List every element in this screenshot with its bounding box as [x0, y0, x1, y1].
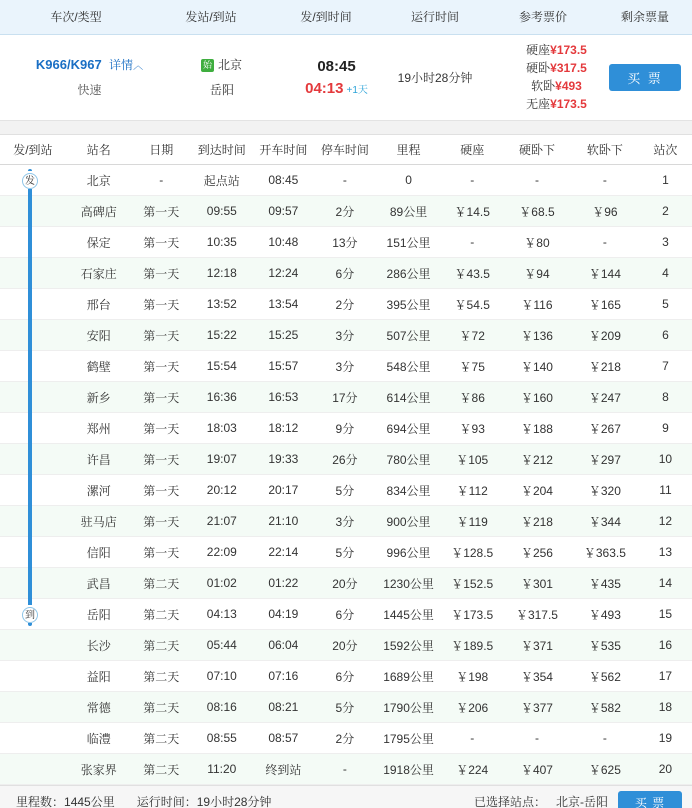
row-mileage: 151公里 [376, 227, 442, 258]
row-date: 第一天 [132, 537, 191, 568]
row-depart: 21:10 [253, 506, 315, 537]
row-arrive: 12:18 [191, 258, 253, 289]
row-seq: 3 [639, 227, 692, 258]
row-mileage: 780公里 [376, 444, 442, 475]
row-arrive: 04:13 [191, 599, 253, 630]
row-date: 第二天 [132, 661, 191, 692]
train-detail-link[interactable]: 详情 [109, 58, 134, 72]
row-hard-seat: ￥86 [441, 382, 503, 413]
row-station: 邢台 [66, 289, 132, 320]
row-soft-sleeper: ￥267 [571, 413, 639, 444]
row-hard-sleeper: - [503, 165, 571, 196]
table-row[interactable] [0, 661, 692, 692]
buy-ticket-button[interactable]: 买 票 [609, 64, 681, 91]
row-seq: 10 [639, 444, 692, 475]
row-mileage: 694公里 [376, 413, 442, 444]
chevron-up-icon[interactable]: ︿ [133, 61, 144, 72]
footer-mileage-value: 1445公里 [64, 795, 115, 808]
row-mileage: 996公里 [376, 537, 442, 568]
row-stop: 3分 [314, 351, 376, 382]
price-label-1: 硬卧 [526, 61, 551, 75]
row-date: 第一天 [132, 413, 191, 444]
footer-bar [0, 785, 692, 808]
summary-header-duration: 运行时间 [382, 0, 488, 34]
stops-detail-section [0, 135, 692, 786]
row-depart: 13:54 [253, 289, 315, 320]
section-divider [0, 121, 692, 135]
col-head-arrive: 到达时间 [191, 135, 253, 165]
row-station: 常德 [66, 692, 132, 723]
row-hard-sleeper: ￥160 [503, 382, 571, 413]
row-station: 益阳 [66, 661, 132, 692]
row-marker [0, 444, 66, 475]
col-head-soft-sleeper: 软卧下 [571, 135, 639, 165]
row-depart: 20:17 [253, 475, 315, 506]
row-hard-seat: ￥173.5 [441, 599, 503, 630]
row-hard-sleeper: ￥94 [503, 258, 571, 289]
row-depart: 12:24 [253, 258, 315, 289]
row-marker [0, 661, 66, 692]
footer-buy-button[interactable]: 买 票 [618, 791, 682, 808]
row-arrive: 09:55 [191, 196, 253, 227]
row-stop: 6分 [314, 661, 376, 692]
footer-selected-label: 已选择站点： [473, 795, 546, 808]
row-seq: 15 [639, 599, 692, 630]
row-soft-sleeper: - [571, 723, 639, 754]
row-soft-sleeper: ￥363.5 [571, 537, 639, 568]
depart-time: 08:45 [317, 57, 356, 75]
row-marker [0, 258, 66, 289]
row-marker [0, 692, 66, 723]
col-head-mileage: 里程 [376, 135, 442, 165]
row-arrive: 13:52 [191, 289, 253, 320]
row-seq: 5 [639, 289, 692, 320]
row-mileage: 1689公里 [376, 661, 442, 692]
row-seq: 17 [639, 661, 692, 692]
buy-cell [598, 34, 692, 120]
row-mileage: 1592公里 [376, 630, 442, 661]
row-date: 第二天 [132, 692, 191, 723]
stations-cell [152, 34, 270, 120]
table-row[interactable] [0, 413, 692, 444]
row-stop: 6分 [314, 258, 376, 289]
row-marker [0, 320, 66, 351]
row-date: 第一天 [132, 444, 191, 475]
row-marker [0, 630, 66, 661]
footer-duration-value: 19小时28分钟 [196, 795, 272, 808]
row-hard-seat: ￥14.5 [441, 196, 503, 227]
row-hard-seat: ￥43.5 [441, 258, 503, 289]
row-arrive: 08:55 [191, 723, 253, 754]
row-hard-seat: ￥224 [441, 754, 503, 785]
row-seq: 6 [639, 320, 692, 351]
price-value-0: ¥173.5 [550, 43, 587, 57]
row-station: 安阳 [66, 320, 132, 351]
row-soft-sleeper: - [571, 165, 639, 196]
row-mileage: 614公里 [376, 382, 442, 413]
row-depart: 16:53 [253, 382, 315, 413]
row-seq: 8 [639, 382, 692, 413]
route-start-marker: 发 [18, 171, 42, 189]
summary-header-tickets: 剩余票量 [598, 0, 692, 34]
row-seq: 7 [639, 351, 692, 382]
row-hard-seat: - [441, 227, 503, 258]
row-depart: 15:57 [253, 351, 315, 382]
table-row[interactable] [0, 568, 692, 599]
col-head-date: 日期 [132, 135, 191, 165]
footer-selected-value: 北京-岳阳 [556, 795, 608, 808]
summary-header-price: 参考票价 [488, 0, 598, 34]
row-stop: 20分 [314, 630, 376, 661]
row-mileage: 286公里 [376, 258, 442, 289]
row-arrive: 10:35 [191, 227, 253, 258]
row-mileage: 89公里 [376, 196, 442, 227]
row-stop: 2分 [314, 289, 376, 320]
table-row[interactable] [0, 351, 692, 382]
arrive-time: 04:13 [305, 79, 344, 97]
row-hard-sleeper: ￥212 [503, 444, 571, 475]
row-hard-seat: ￥93 [441, 413, 503, 444]
row-depart: 08:57 [253, 723, 315, 754]
table-row[interactable] [0, 723, 692, 754]
table-row[interactable] [0, 692, 692, 723]
row-hard-sleeper: ￥80 [503, 227, 571, 258]
row-soft-sleeper: ￥165 [571, 289, 639, 320]
row-arrive: 01:02 [191, 568, 253, 599]
price-label-0: 硬座 [526, 43, 551, 57]
row-stop: 26分 [314, 444, 376, 475]
row-mileage: 1795公里 [376, 723, 442, 754]
table-row[interactable] [0, 475, 692, 506]
row-seq: 13 [639, 537, 692, 568]
row-station: 长沙 [66, 630, 132, 661]
row-hard-sleeper: ￥116 [503, 289, 571, 320]
row-soft-sleeper: ￥625 [571, 754, 639, 785]
row-date: 第一天 [132, 382, 191, 413]
train-cell [0, 34, 152, 120]
row-arrive: 15:54 [191, 351, 253, 382]
row-stop: 5分 [314, 475, 376, 506]
row-soft-sleeper: ￥218 [571, 351, 639, 382]
footer-duration-label: 运行时间： [136, 795, 197, 808]
row-hard-sleeper: ￥407 [503, 754, 571, 785]
route-progress-line [28, 169, 32, 626]
train-number[interactable]: K966/K967 [35, 57, 102, 72]
row-date: 第一天 [132, 196, 191, 227]
row-date: 第一天 [132, 227, 191, 258]
row-depart: 18:12 [253, 413, 315, 444]
row-seq: 20 [639, 754, 692, 785]
row-marker [0, 227, 66, 258]
row-stop: 5分 [314, 692, 376, 723]
row-station: 张家界 [66, 754, 132, 785]
price-value-2: ¥493 [555, 79, 582, 93]
row-hard-sleeper: ￥204 [503, 475, 571, 506]
table-row[interactable] [0, 599, 692, 630]
row-depart: 10:48 [253, 227, 315, 258]
row-mileage: 1230公里 [376, 568, 442, 599]
times-cell [270, 34, 382, 120]
row-hard-sleeper: ￥371 [503, 630, 571, 661]
row-date: 第一天 [132, 475, 191, 506]
row-hard-seat: - [441, 165, 503, 196]
row-date: 第二天 [132, 568, 191, 599]
row-arrive: 15:22 [191, 320, 253, 351]
row-mileage: 834公里 [376, 475, 442, 506]
row-marker [0, 537, 66, 568]
row-arrive: 22:09 [191, 537, 253, 568]
to-station: 岳阳 [209, 83, 234, 97]
row-soft-sleeper: - [571, 227, 639, 258]
row-depart: 终到站 [253, 754, 315, 785]
row-soft-sleeper: ￥493 [571, 599, 639, 630]
row-arrive: 05:44 [191, 630, 253, 661]
row-marker [0, 475, 66, 506]
train-summary-table [0, 0, 692, 121]
row-arrive: 起点站 [191, 165, 253, 196]
row-hard-sleeper: ￥301 [503, 568, 571, 599]
row-marker [0, 196, 66, 227]
table-row[interactable] [0, 754, 692, 785]
row-stop: 3分 [314, 320, 376, 351]
row-date: 第一天 [132, 289, 191, 320]
row-date: 第一天 [132, 351, 191, 382]
col-head-hard-sleeper: 硬卧下 [503, 135, 571, 165]
row-stop: - [314, 165, 376, 196]
row-hard-sleeper: ￥377 [503, 692, 571, 723]
row-stop: - [314, 754, 376, 785]
table-row[interactable] [0, 537, 692, 568]
row-seq: 16 [639, 630, 692, 661]
table-row[interactable] [0, 196, 692, 227]
table-row[interactable] [0, 630, 692, 661]
row-hard-seat: ￥128.5 [441, 537, 503, 568]
row-hard-seat: ￥189.5 [441, 630, 503, 661]
stops-table [0, 135, 692, 786]
row-depart: 19:33 [253, 444, 315, 475]
price-label-2: 软卧 [531, 79, 556, 93]
summary-header-times: 发/到时间 [270, 0, 382, 34]
row-date: - [132, 165, 191, 196]
row-station: 许昌 [66, 444, 132, 475]
row-hard-sleeper: ￥68.5 [503, 196, 571, 227]
row-mileage: 0 [376, 165, 442, 196]
row-soft-sleeper: ￥582 [571, 692, 639, 723]
col-head-seq: 站次 [639, 135, 692, 165]
row-hard-sleeper: ￥317.5 [503, 599, 571, 630]
price-value-1: ¥317.5 [550, 61, 587, 75]
footer-mileage-label: 里程数： [16, 795, 65, 808]
train-type: 快速 [77, 83, 102, 97]
row-mileage: 900公里 [376, 506, 442, 537]
row-seq: 9 [639, 413, 692, 444]
price-value-3: ¥173.5 [550, 97, 587, 111]
row-mileage: 1445公里 [376, 599, 442, 630]
col-head-marker: 发/到站 [0, 135, 66, 165]
row-hard-sleeper: ￥140 [503, 351, 571, 382]
table-row[interactable] [0, 227, 692, 258]
row-station: 临澧 [66, 723, 132, 754]
row-arrive: 08:16 [191, 692, 253, 723]
row-station: 郑州 [66, 413, 132, 444]
summary-header-train: 车次/类型 [0, 0, 152, 34]
row-seq: 12 [639, 506, 692, 537]
row-station: 新乡 [66, 382, 132, 413]
row-stop: 3分 [314, 506, 376, 537]
row-station: 武昌 [66, 568, 132, 599]
price-label-3: 无座 [526, 97, 551, 111]
row-depart: 07:16 [253, 661, 315, 692]
row-depart: 09:57 [253, 196, 315, 227]
row-hard-seat: ￥75 [441, 351, 503, 382]
table-row[interactable] [0, 506, 692, 537]
row-arrive: 07:10 [191, 661, 253, 692]
row-station: 信阳 [66, 537, 132, 568]
row-date: 第二天 [132, 754, 191, 785]
row-stop: 20分 [314, 568, 376, 599]
row-depart: 22:14 [253, 537, 315, 568]
row-soft-sleeper: ￥562 [571, 661, 639, 692]
col-head-station: 站名 [66, 135, 132, 165]
row-seq: 11 [639, 475, 692, 506]
duration-value: 19小时28分钟 [382, 34, 488, 120]
row-soft-sleeper: ￥535 [571, 630, 639, 661]
next-day-badge: +1天 [346, 84, 368, 96]
row-marker [0, 754, 66, 785]
row-hard-seat: ￥54.5 [441, 289, 503, 320]
row-soft-sleeper: ￥96 [571, 196, 639, 227]
row-station: 保定 [66, 227, 132, 258]
row-soft-sleeper: ￥144 [571, 258, 639, 289]
row-hard-sleeper: ￥354 [503, 661, 571, 692]
row-station: 漯河 [66, 475, 132, 506]
row-seq: 14 [639, 568, 692, 599]
row-arrive: 16:36 [191, 382, 253, 413]
table-row[interactable] [0, 165, 692, 196]
row-stop: 17分 [314, 382, 376, 413]
row-stop: 2分 [314, 723, 376, 754]
route-end-marker: 到 [18, 605, 42, 623]
table-row[interactable] [0, 382, 692, 413]
row-station: 高碑店 [66, 196, 132, 227]
row-marker [0, 382, 66, 413]
row-hard-seat: ￥206 [441, 692, 503, 723]
stops-header-row [0, 135, 692, 165]
row-date: 第二天 [132, 599, 191, 630]
row-stop: 5分 [314, 537, 376, 568]
table-row[interactable] [0, 289, 692, 320]
price-cell [488, 34, 598, 120]
row-mileage: 1790公里 [376, 692, 442, 723]
col-head-depart: 开车时间 [253, 135, 315, 165]
summary-row [0, 34, 692, 120]
row-date: 第二天 [132, 630, 191, 661]
row-seq: 19 [639, 723, 692, 754]
row-mileage: 1918公里 [376, 754, 442, 785]
row-date: 第一天 [132, 320, 191, 351]
row-arrive: 18:03 [191, 413, 253, 444]
row-arrive: 20:12 [191, 475, 253, 506]
row-seq: 18 [639, 692, 692, 723]
row-stop: 6分 [314, 599, 376, 630]
row-hard-seat: ￥72 [441, 320, 503, 351]
row-mileage: 395公里 [376, 289, 442, 320]
row-date: 第一天 [132, 258, 191, 289]
row-stop: 13分 [314, 227, 376, 258]
row-marker [0, 723, 66, 754]
col-head-hard-seat: 硬座 [441, 135, 503, 165]
row-date: 第二天 [132, 723, 191, 754]
table-row[interactable] [0, 258, 692, 289]
table-row[interactable] [0, 444, 692, 475]
row-hard-sleeper: ￥136 [503, 320, 571, 351]
col-head-stop: 停车时间 [314, 135, 376, 165]
row-hard-seat: ￥198 [441, 661, 503, 692]
row-marker [0, 413, 66, 444]
start-station-badge: 始 [202, 60, 212, 70]
row-arrive: 11:20 [191, 754, 253, 785]
row-arrive: 21:07 [191, 506, 253, 537]
row-hard-sleeper: ￥256 [503, 537, 571, 568]
row-soft-sleeper: ￥344 [571, 506, 639, 537]
row-station: 鹤壁 [66, 351, 132, 382]
row-mileage: 507公里 [376, 320, 442, 351]
row-stop: 2分 [314, 196, 376, 227]
row-station: 北京 [66, 165, 132, 196]
row-station: 驻马店 [66, 506, 132, 537]
row-depart: 15:25 [253, 320, 315, 351]
row-marker [0, 568, 66, 599]
row-marker [0, 351, 66, 382]
row-hard-seat: ￥152.5 [441, 568, 503, 599]
row-seq: 1 [639, 165, 692, 196]
row-hard-sleeper: ￥188 [503, 413, 571, 444]
row-arrive: 19:07 [191, 444, 253, 475]
row-marker [0, 506, 66, 537]
row-hard-seat: ￥112 [441, 475, 503, 506]
row-station: 岳阳 [66, 599, 132, 630]
row-hard-seat: ￥105 [441, 444, 503, 475]
row-hard-seat: - [441, 723, 503, 754]
row-depart: 08:21 [253, 692, 315, 723]
row-hard-sleeper: - [503, 723, 571, 754]
row-hard-seat: ￥119 [441, 506, 503, 537]
row-soft-sleeper: ￥247 [571, 382, 639, 413]
row-station: 石家庄 [66, 258, 132, 289]
row-mileage: 548公里 [376, 351, 442, 382]
summary-header-stations: 发站/到站 [152, 0, 270, 34]
row-soft-sleeper: ￥297 [571, 444, 639, 475]
row-depart: 08:45 [253, 165, 315, 196]
summary-header-row [0, 0, 692, 34]
row-depart: 01:22 [253, 568, 315, 599]
row-date: 第一天 [132, 506, 191, 537]
row-seq: 4 [639, 258, 692, 289]
row-soft-sleeper: ￥320 [571, 475, 639, 506]
row-depart: 06:04 [253, 630, 315, 661]
row-soft-sleeper: ￥435 [571, 568, 639, 599]
from-station: 北京 [217, 58, 242, 72]
table-row[interactable] [0, 320, 692, 351]
row-seq: 2 [639, 196, 692, 227]
row-marker [0, 289, 66, 320]
row-hard-sleeper: ￥218 [503, 506, 571, 537]
row-depart: 04:19 [253, 599, 315, 630]
row-soft-sleeper: ￥209 [571, 320, 639, 351]
row-stop: 9分 [314, 413, 376, 444]
